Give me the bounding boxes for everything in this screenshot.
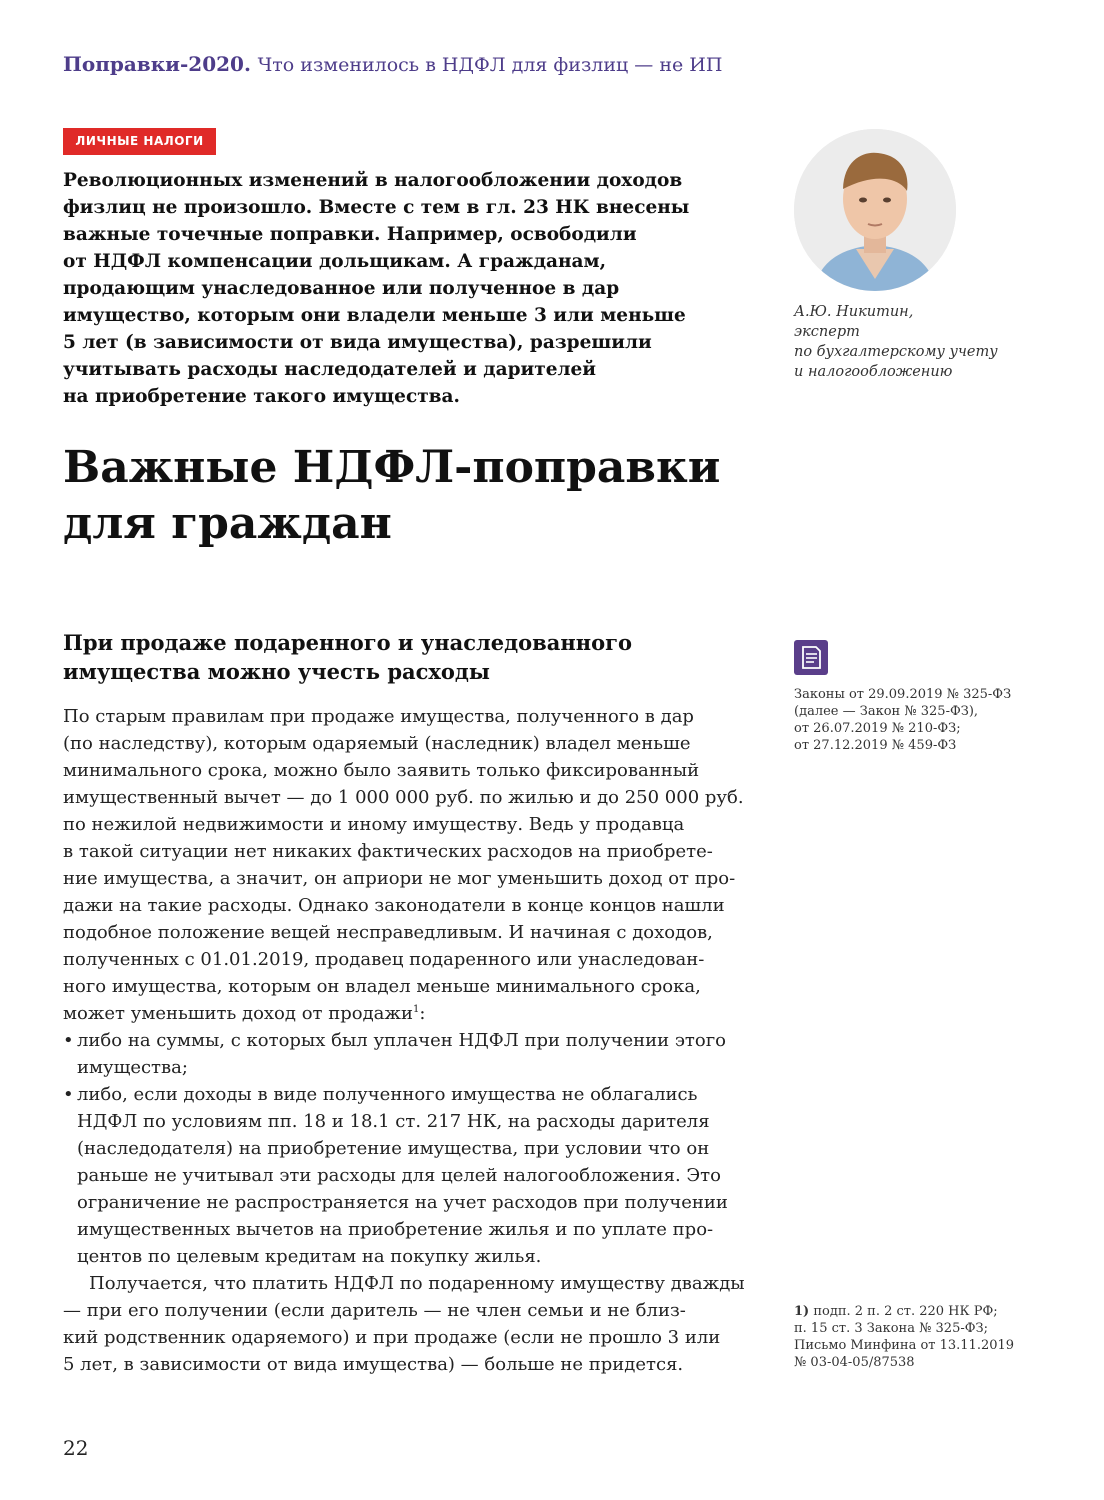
body-line: (по наследству), которым одаряемый (наследник) владел меньше	[63, 733, 691, 754]
author-caption	[794, 302, 1054, 382]
body-line-colon: :	[419, 1003, 426, 1024]
lead-paragraph	[63, 167, 763, 410]
section-tag: ЛИЧНЫЕ НАЛОГИ	[63, 128, 216, 155]
laws-line: от 26.07.2019 № 210-ФЗ;	[794, 721, 961, 736]
header-series: Поправки-2020.	[63, 52, 251, 76]
running-header	[63, 52, 722, 76]
subtitle-line: имущества можно учесть расходы	[63, 659, 490, 684]
author-photo	[794, 129, 956, 291]
body-line: дажи на такие расходы. Однако законодатели в конце концов нашли	[63, 895, 725, 916]
bullet-item	[63, 1081, 743, 1108]
footnote	[794, 1303, 1084, 1371]
author-portrait-image	[794, 129, 956, 291]
title-line: для граждан	[63, 498, 392, 549]
bullet-text: либо, если доходы в виде полученного имущества не облагались	[77, 1084, 698, 1105]
bullet-item	[63, 1027, 743, 1054]
bullet-text: либо на суммы, с которых был уплачен НДФЛ при получении этого	[77, 1030, 726, 1051]
body-line: — при его получении (если даритель — не член семьи и не близ-	[63, 1300, 686, 1321]
header-title: Что изменилось в НДФЛ для физлиц — не ИП	[257, 54, 723, 76]
body-line: полученных с 01.01.2019, продавец подаренного или унаследован-	[63, 949, 705, 970]
lead-line: 5 лет (в зависимости от вида имущества), разрешили	[63, 332, 652, 353]
lead-line: на приобретение такого имущества.	[63, 386, 460, 407]
footnote-line: Письмо Минфина от 13.11.2019	[794, 1338, 1015, 1353]
body-line	[63, 1000, 743, 1027]
page-number: 22	[63, 1436, 89, 1460]
author-role-line: по бухгалтерскому учету	[794, 344, 998, 360]
lead-line: Революционных изменений в налогообложении доходов	[63, 170, 683, 191]
title-line: Важные НДФЛ-поправки	[63, 442, 721, 493]
subtitle-line: При продаже подаренного и унаследованного	[63, 630, 632, 655]
body-line: в такой ситуации нет никаких фактических расходов на приобрете-	[63, 841, 713, 862]
author-role-line: и налогообложению	[794, 364, 953, 380]
bullet-text: имущественных вычетов на приобретение жилья и по уплате про-	[77, 1219, 714, 1240]
body-line: по нежилой недвижимости и иному имуществу. Ведь у продавца	[63, 814, 685, 835]
article-body	[63, 703, 743, 1378]
body-line: кий родственник одаряемого) и при продаже (если не прошло 3 или	[63, 1327, 721, 1348]
body-line-text: может уменьшить доход от продажи	[63, 1003, 413, 1024]
body-line: Получается, что платить НДФЛ по подаренному имуществу дважды	[89, 1273, 745, 1294]
footnote-ref: 1	[412, 1004, 420, 1015]
body-line: ного имущества, которым он владел меньше минимального срока,	[63, 976, 701, 997]
footnote-line: п. 15 ст. 3 Закона № 325-ФЗ;	[794, 1321, 989, 1336]
body-line: 5 лет, в зависимости от вида имущества) — больше не придется.	[63, 1354, 684, 1375]
lead-line: учитывать расходы наследодателей и дарителей	[63, 359, 596, 380]
author-role-line: эксперт	[794, 324, 860, 340]
bullet-text: центов по целевым кредитам на покупку жилья.	[77, 1246, 542, 1267]
laws-line: (далее — Закон № 325-ФЗ),	[794, 704, 979, 719]
author-name: А.Ю. Никитин,	[794, 304, 914, 320]
lead-line: продающим унаследованное или полученное в дар	[63, 278, 620, 299]
body-line: минимального срока, можно было заявить только фиксированный	[63, 760, 700, 781]
body-line: По старым правилам при продаже имущества, полученного в дар	[63, 706, 694, 727]
bullet-text: имущества;	[77, 1057, 188, 1078]
footnote-text: подп. 2 п. 2 ст. 220 НК РФ;	[813, 1304, 998, 1319]
bullet-text: ограничение не распространяется на учет расходов при получении	[77, 1192, 728, 1213]
body-line: имущественный вычет — до 1 000 000 руб. по жилью и до 250 000 руб.	[63, 787, 744, 808]
bullet-text: раньше не учитывал эти расходы для целей налогообложения. Это	[77, 1165, 721, 1186]
footnote-number: 1)	[794, 1304, 810, 1319]
lead-line: важные точечные поправки. Например, освободили	[63, 224, 637, 245]
footnote-line: № 03-04-05/87538	[794, 1355, 915, 1370]
laws-reference	[794, 686, 1084, 754]
lead-line: физлиц не произошло. Вместе с тем в гл. 23 НК внесены	[63, 197, 690, 218]
document-icon	[794, 640, 828, 675]
laws-line: Законы от 29.09.2019 № 325-ФЗ	[794, 687, 1012, 702]
body-line: ние имущества, а значит, он априори не мог уменьшить доход от про-	[63, 868, 736, 889]
laws-line: от 27.12.2019 № 459-ФЗ	[794, 738, 957, 753]
article-title	[63, 440, 783, 552]
bullet-text: НДФЛ по условиям пп. 18 и 18.1 ст. 217 НК, на расходы дарителя	[77, 1111, 710, 1132]
body-line: подобное положение вещей несправедливым. И начиная с доходов,	[63, 922, 713, 943]
section-subtitle	[63, 628, 763, 686]
footnote-line	[794, 1303, 1084, 1320]
bullet-marker: •	[63, 1084, 74, 1105]
bullet-marker: •	[63, 1030, 74, 1051]
lead-line: имущество, которым они владели меньше 3 или меньше	[63, 305, 686, 326]
lead-line: от НДФЛ компенсации дольщикам. А гражданам,	[63, 251, 607, 272]
bullet-text: (наследодателя) на приобретение имущества, при условии что он	[77, 1138, 710, 1159]
